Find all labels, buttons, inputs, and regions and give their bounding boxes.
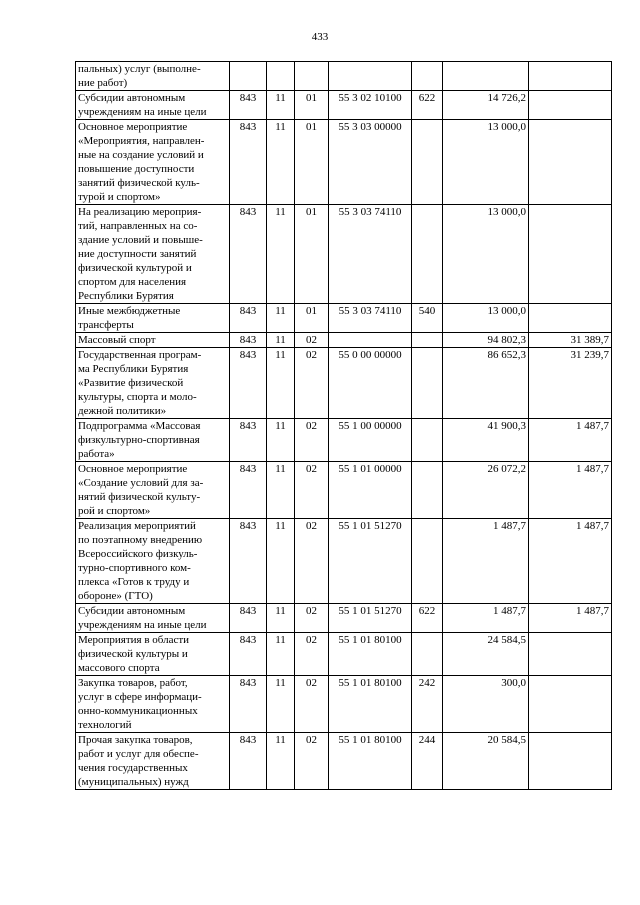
ministry-code-cell: 843 bbox=[230, 604, 267, 633]
item-name-line: культуры, спорта и моло- bbox=[78, 391, 197, 403]
expense-type-cell: 622 bbox=[412, 91, 443, 120]
amount-cell bbox=[529, 633, 612, 676]
item-name-cell bbox=[76, 633, 230, 676]
item-name-line: Республики Бурятия bbox=[78, 290, 174, 302]
item-name-cell bbox=[76, 120, 230, 205]
item-name-line: учреждениям на иные цели bbox=[78, 106, 207, 118]
target-article-cell bbox=[329, 62, 412, 91]
item-name-line: массового спорта bbox=[78, 662, 160, 674]
item-name-line: плекса «Готов к труду и bbox=[78, 576, 190, 588]
table-row bbox=[76, 348, 612, 419]
ministry-code-cell bbox=[230, 62, 267, 91]
item-name-cell bbox=[76, 333, 230, 348]
expense-type-cell bbox=[412, 519, 443, 604]
ministry-code-cell: 843 bbox=[230, 304, 267, 333]
item-name-line: Массовый спорт bbox=[78, 334, 156, 346]
ministry-code-cell: 843 bbox=[230, 120, 267, 205]
item-name-line: Иные межбюджетные bbox=[78, 305, 181, 317]
expense-type-cell bbox=[412, 462, 443, 519]
section-code-cell bbox=[267, 62, 295, 91]
item-name-line: Субсидии автономным bbox=[78, 92, 186, 104]
subsection-code-cell: 02 bbox=[295, 333, 329, 348]
item-name-cell bbox=[76, 462, 230, 519]
item-name-line: занятий физической куль- bbox=[78, 177, 200, 189]
item-name-line: пальных) услуг (выполне- bbox=[78, 63, 201, 75]
section-code-cell: 11 bbox=[267, 519, 295, 604]
item-name-line: Реализация мероприятий bbox=[78, 520, 196, 532]
item-name-line: Прочая закупка товаров, bbox=[78, 734, 193, 746]
item-name-cell bbox=[76, 419, 230, 462]
ministry-code-cell: 843 bbox=[230, 91, 267, 120]
item-name-line: онно-коммуникационных bbox=[78, 705, 198, 717]
item-name-line: Мероприятия в области bbox=[78, 634, 190, 646]
amount-cell: 1 487,7 bbox=[529, 462, 612, 519]
item-name-line: На реализацию мероприя- bbox=[78, 206, 202, 218]
amount-cell: 31 239,7 bbox=[529, 348, 612, 419]
item-name-line: «Создание условий для за- bbox=[78, 477, 204, 489]
item-name-line: ние доступности занятий bbox=[78, 248, 197, 260]
amount-cell: 31 389,7 bbox=[529, 333, 612, 348]
item-name-line: тий, направленных на со- bbox=[78, 220, 198, 232]
subsection-code-cell: 01 bbox=[295, 304, 329, 333]
section-code-cell: 11 bbox=[267, 91, 295, 120]
amount-cell bbox=[529, 205, 612, 304]
item-name-line: работа» bbox=[78, 448, 115, 460]
amount-cell: 13 000,0 bbox=[443, 304, 529, 333]
section-code-cell: 11 bbox=[267, 419, 295, 462]
table-row bbox=[76, 604, 612, 633]
section-code-cell: 11 bbox=[267, 604, 295, 633]
target-article-cell: 55 3 03 74110 bbox=[329, 304, 412, 333]
item-name-cell bbox=[76, 348, 230, 419]
item-name-line: физкультурно-спортивная bbox=[78, 434, 200, 446]
subsection-code-cell: 01 bbox=[295, 205, 329, 304]
item-name-cell bbox=[76, 733, 230, 790]
ministry-code-cell: 843 bbox=[230, 348, 267, 419]
item-name-line: ма Республики Бурятия bbox=[78, 363, 189, 375]
amount-cell: 26 072,2 bbox=[443, 462, 529, 519]
target-article-cell bbox=[329, 333, 412, 348]
subsection-code-cell: 02 bbox=[295, 348, 329, 419]
expense-type-cell: 244 bbox=[412, 733, 443, 790]
amount-cell bbox=[529, 91, 612, 120]
target-article-cell: 55 1 01 00000 bbox=[329, 462, 412, 519]
item-name-line: услуг в сфере информаци- bbox=[78, 691, 202, 703]
section-code-cell: 11 bbox=[267, 676, 295, 733]
item-name-cell bbox=[76, 62, 230, 91]
page-number: 433 bbox=[311, 31, 329, 43]
expense-type-cell bbox=[412, 633, 443, 676]
subsection-code-cell: 02 bbox=[295, 676, 329, 733]
section-code-cell: 11 bbox=[267, 462, 295, 519]
table-row bbox=[76, 733, 612, 790]
target-article-cell: 55 1 01 51270 bbox=[329, 519, 412, 604]
table-row bbox=[76, 462, 612, 519]
item-name-line: Основное мероприятие bbox=[78, 121, 188, 133]
item-name-line: рой и спортом» bbox=[78, 505, 151, 517]
item-name-line: учреждениям на иные цели bbox=[78, 619, 207, 631]
subsection-code-cell: 01 bbox=[295, 120, 329, 205]
item-name-line: обороне» (ГТО) bbox=[78, 590, 153, 602]
subsection-code-cell: 02 bbox=[295, 733, 329, 790]
amount-cell: 13 000,0 bbox=[443, 205, 529, 304]
item-name-line: технологий bbox=[78, 719, 132, 731]
table-row bbox=[76, 304, 612, 333]
item-name-line: «Мероприятия, направлен- bbox=[78, 135, 205, 147]
amount-cell: 20 584,5 bbox=[443, 733, 529, 790]
ministry-code-cell: 843 bbox=[230, 676, 267, 733]
section-code-cell: 11 bbox=[267, 348, 295, 419]
amount-cell: 13 000,0 bbox=[443, 120, 529, 205]
target-article-cell: 55 0 00 00000 bbox=[329, 348, 412, 419]
expense-type-cell: 242 bbox=[412, 676, 443, 733]
table-row bbox=[76, 333, 612, 348]
expense-type-cell bbox=[412, 205, 443, 304]
target-article-cell: 55 1 01 51270 bbox=[329, 604, 412, 633]
target-article-cell: 55 1 00 00000 bbox=[329, 419, 412, 462]
item-name-line: Закупка товаров, работ, bbox=[78, 677, 188, 689]
subsection-code-cell: 02 bbox=[295, 519, 329, 604]
amount-cell: 94 802,3 bbox=[443, 333, 529, 348]
item-name-line: здание условий и повыше- bbox=[78, 234, 203, 246]
item-name-line: ные на создание условий и bbox=[78, 149, 204, 161]
table-row bbox=[76, 120, 612, 205]
amount-cell bbox=[529, 676, 612, 733]
table-row bbox=[76, 633, 612, 676]
expense-type-cell: 540 bbox=[412, 304, 443, 333]
target-article-cell: 55 1 01 80100 bbox=[329, 633, 412, 676]
section-code-cell: 11 bbox=[267, 633, 295, 676]
amount-cell bbox=[443, 62, 529, 91]
amount-cell: 1 487,7 bbox=[443, 519, 529, 604]
amount-cell: 41 900,3 bbox=[443, 419, 529, 462]
ministry-code-cell: 843 bbox=[230, 462, 267, 519]
section-code-cell: 11 bbox=[267, 120, 295, 205]
amount-cell: 300,0 bbox=[443, 676, 529, 733]
amount-cell bbox=[529, 120, 612, 205]
target-article-cell: 55 3 03 74110 bbox=[329, 205, 412, 304]
item-name-line: Государственная програм- bbox=[78, 349, 202, 361]
item-name-line: Основное мероприятие bbox=[78, 463, 188, 475]
section-code-cell: 11 bbox=[267, 333, 295, 348]
table-row bbox=[76, 91, 612, 120]
item-name-cell bbox=[76, 519, 230, 604]
item-name-line: спортом для населения bbox=[78, 276, 187, 288]
subsection-code-cell: 01 bbox=[295, 91, 329, 120]
item-name-line: физической культурой и bbox=[78, 262, 192, 274]
ministry-code-cell: 843 bbox=[230, 733, 267, 790]
item-name-line: физической культуры и bbox=[78, 648, 188, 660]
subsection-code-cell: 02 bbox=[295, 633, 329, 676]
amount-cell: 86 652,3 bbox=[443, 348, 529, 419]
subsection-code-cell: 02 bbox=[295, 604, 329, 633]
item-name-line: турно-спортивного ком- bbox=[78, 562, 191, 574]
amount-cell bbox=[529, 733, 612, 790]
table-row bbox=[76, 519, 612, 604]
amount-cell: 1 487,7 bbox=[529, 419, 612, 462]
item-name-line: по поэтапному внедрению bbox=[78, 534, 203, 546]
budget-table bbox=[75, 61, 612, 790]
amount-cell: 14 726,2 bbox=[443, 91, 529, 120]
subsection-code-cell bbox=[295, 62, 329, 91]
amount-cell: 1 487,7 bbox=[443, 604, 529, 633]
section-code-cell: 11 bbox=[267, 733, 295, 790]
amount-cell bbox=[529, 304, 612, 333]
amount-cell: 24 584,5 bbox=[443, 633, 529, 676]
expense-type-cell bbox=[412, 333, 443, 348]
item-name-cell bbox=[76, 91, 230, 120]
amount-cell: 1 487,7 bbox=[529, 604, 612, 633]
item-name-line: Всероссийского физкуль- bbox=[78, 548, 198, 560]
table-row bbox=[76, 676, 612, 733]
item-name-line: ние работ) bbox=[78, 77, 128, 89]
item-name-cell bbox=[76, 304, 230, 333]
item-name-line: дежной политики» bbox=[78, 405, 167, 417]
item-name-line: трансферты bbox=[78, 319, 134, 331]
table-row bbox=[76, 419, 612, 462]
item-name-cell bbox=[76, 604, 230, 633]
item-name-line: работ и услуг для обеспе- bbox=[78, 748, 199, 760]
ministry-code-cell: 843 bbox=[230, 419, 267, 462]
table-row bbox=[76, 205, 612, 304]
item-name-cell bbox=[76, 205, 230, 304]
item-name-line: «Развитие физической bbox=[78, 377, 184, 389]
section-code-cell: 11 bbox=[267, 205, 295, 304]
expense-type-cell bbox=[412, 120, 443, 205]
item-name-line: турой и спортом» bbox=[78, 191, 161, 203]
table-body bbox=[76, 62, 612, 790]
ministry-code-cell: 843 bbox=[230, 519, 267, 604]
item-name-cell bbox=[76, 676, 230, 733]
item-name-line: (муниципальных) нужд bbox=[78, 776, 189, 788]
subsection-code-cell: 02 bbox=[295, 419, 329, 462]
expense-type-cell bbox=[412, 62, 443, 91]
expense-type-cell: 622 bbox=[412, 604, 443, 633]
expense-type-cell bbox=[412, 419, 443, 462]
item-name-line: нятий физической культу- bbox=[78, 491, 201, 503]
amount-cell: 1 487,7 bbox=[529, 519, 612, 604]
section-code-cell: 11 bbox=[267, 304, 295, 333]
target-article-cell: 55 1 01 80100 bbox=[329, 733, 412, 790]
amount-cell bbox=[529, 62, 612, 91]
item-name-line: Подпрограмма «Массовая bbox=[78, 420, 201, 432]
item-name-line: Субсидии автономным bbox=[78, 605, 186, 617]
target-article-cell: 55 3 02 10100 bbox=[329, 91, 412, 120]
item-name-line: чения государственных bbox=[78, 762, 188, 774]
expense-type-cell bbox=[412, 348, 443, 419]
ministry-code-cell: 843 bbox=[230, 205, 267, 304]
subsection-code-cell: 02 bbox=[295, 462, 329, 519]
ministry-code-cell: 843 bbox=[230, 633, 267, 676]
target-article-cell: 55 3 03 00000 bbox=[329, 120, 412, 205]
item-name-line: повышение доступности bbox=[78, 163, 195, 175]
ministry-code-cell: 843 bbox=[230, 333, 267, 348]
target-article-cell: 55 1 01 80100 bbox=[329, 676, 412, 733]
table-row bbox=[76, 62, 612, 91]
